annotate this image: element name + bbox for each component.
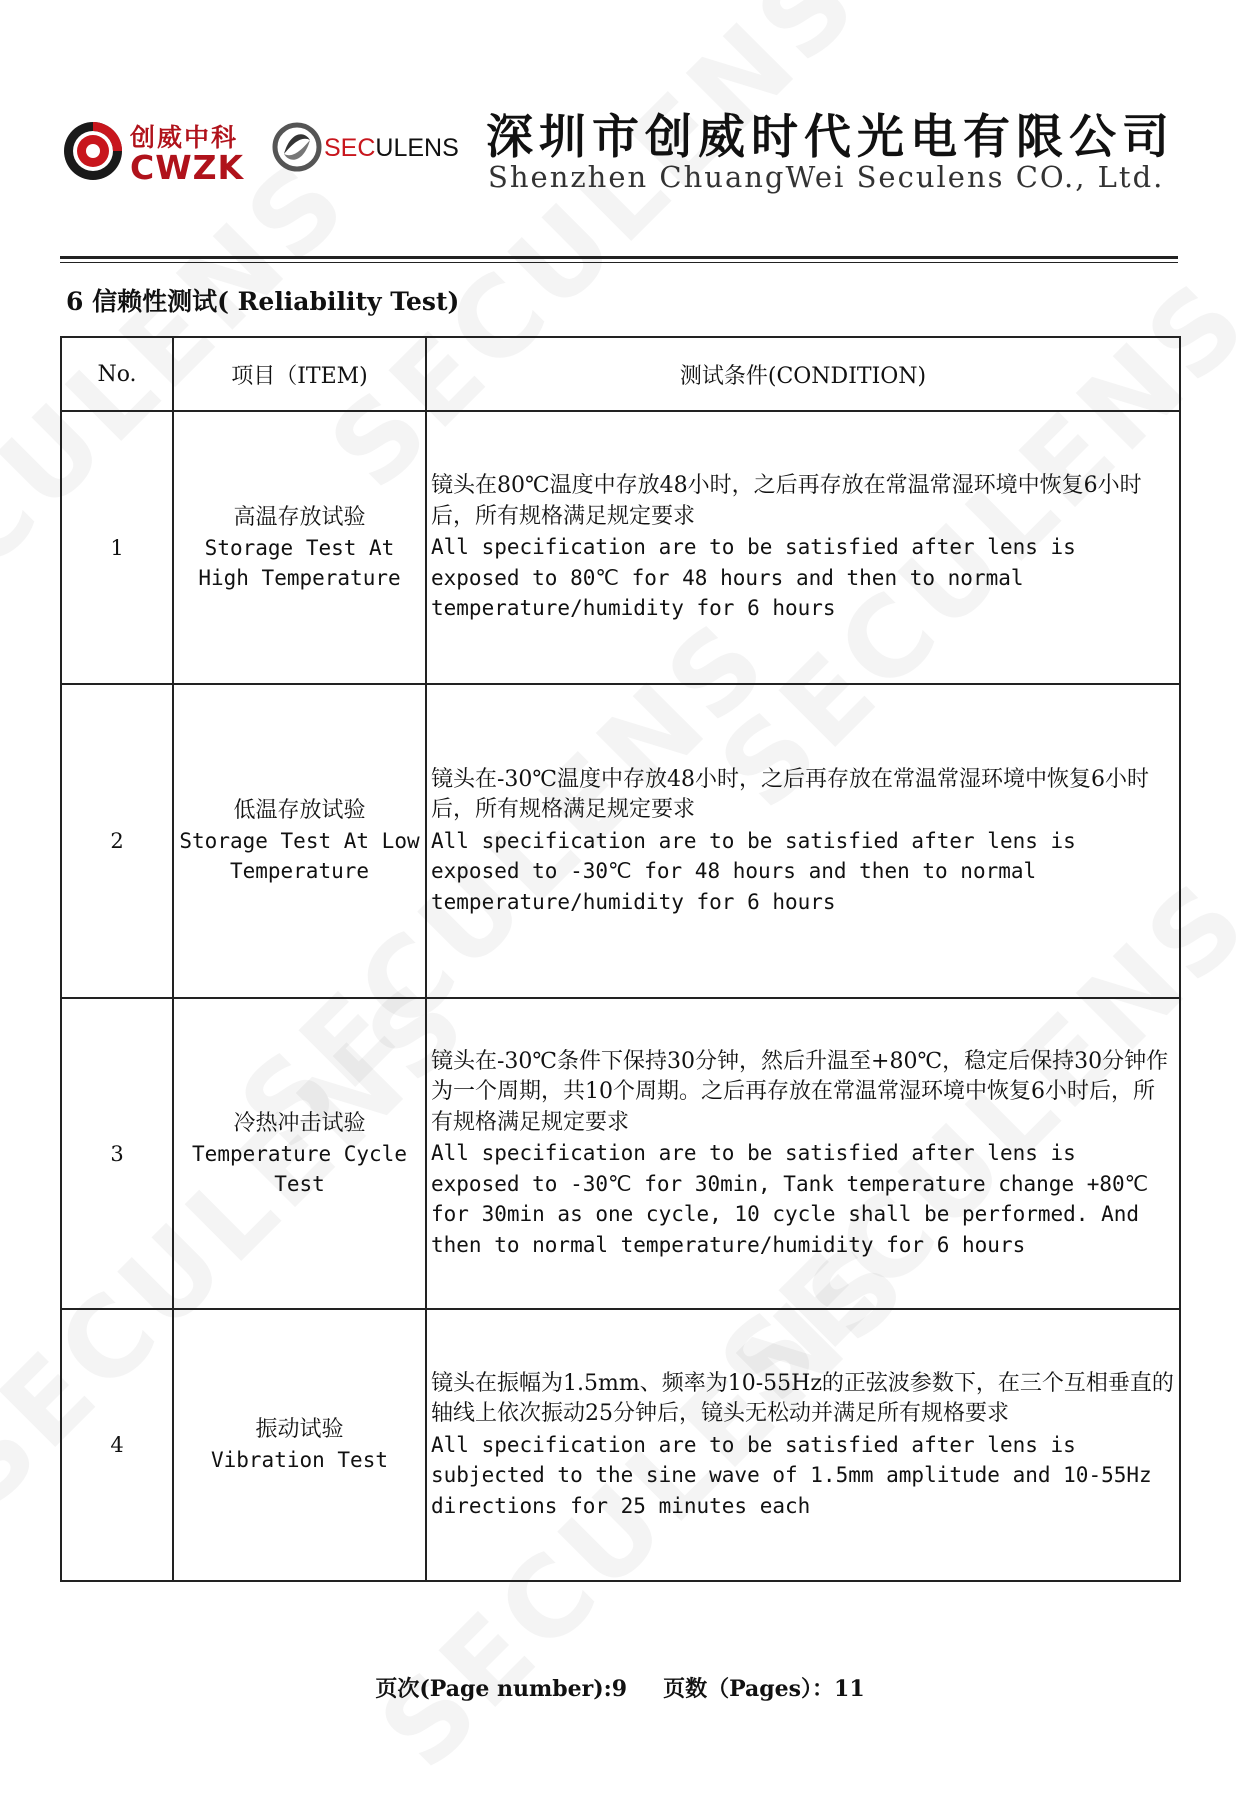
condition-chinese: 镜头在-30℃温度中存放48小时，之后再存放在常温常湿环境中恢复6小时后，所有规格满足规定要求 xyxy=(431,766,1150,823)
item-english: Storage Test At High Temperature xyxy=(198,535,401,590)
row-number: 1 xyxy=(61,411,173,684)
logo-chinese-name: 创威中科 xyxy=(130,123,239,152)
condition-english: All specification are to be satisfied after lens is exposed to -30℃ for 48 hours and then to normal temperature/humidity for 6 hours xyxy=(431,828,1076,914)
item-chinese: 高温存放试验 xyxy=(233,504,366,530)
header-condition: 测试条件(CONDITION) xyxy=(426,337,1180,411)
table-row xyxy=(61,411,1180,684)
company-name-chinese: 深圳市创威时代光电有限公司 xyxy=(486,110,1175,165)
row-condition xyxy=(426,1309,1180,1581)
item-chinese: 振动试验 xyxy=(255,1417,344,1442)
header-no: No. xyxy=(61,337,173,411)
item-chinese: 冷热冲击试验 xyxy=(233,1110,366,1136)
cwzk-emblem-icon xyxy=(62,120,124,182)
item-chinese: 低温存放试验 xyxy=(233,798,366,823)
row-condition xyxy=(426,411,1180,684)
row-item xyxy=(173,998,426,1309)
condition-english: All specification are to be satisfied after lens is subjected to the sine wave of 1.5mm amplitude and 10-55Hz directions for 25 minutes each xyxy=(431,1432,1152,1518)
condition-chinese: 镜头在振幅为1.5mm、频率为10-55Hz的正弦波参数下，在三个互相垂直的轴线上依次振动25分钟后，镜头无松动并满足所有规格要求 xyxy=(431,1370,1174,1427)
row-condition xyxy=(426,998,1180,1309)
header-item: 项目（ITEM) xyxy=(173,337,426,411)
row-number: 2 xyxy=(61,684,173,998)
condition-english: All specification are to be satisfied after lens is exposed to -30℃ for 30min, Tank temperature change +80℃ for 30min as one cycle, 10 cycle shall be performed. And then to normal temperature/humidity for 6 hours xyxy=(431,1141,1149,1257)
table-row xyxy=(61,1309,1180,1581)
letterhead xyxy=(62,100,1175,210)
company-name-english: Shenzhen ChuangWei Seculens CO., Ltd. xyxy=(488,160,1165,194)
page-footer xyxy=(0,1672,1240,1703)
reliability-test-table xyxy=(60,336,1181,1582)
table-row xyxy=(61,998,1180,1309)
row-condition xyxy=(426,684,1180,998)
item-english: Vibration Test xyxy=(210,1448,388,1472)
condition-chinese: 镜头在-30℃条件下保持30分钟，然后升温至+80℃，稳定后保持30分钟作为一个周期，共10个周期。之后再存放在常温常湿环境中恢复6小时后，所有规格满足规定要求 xyxy=(431,1048,1169,1135)
brand-black-part: ULENS xyxy=(375,134,459,162)
table-row xyxy=(61,684,1180,998)
condition-english: All specification are to be satisfied after lens is exposed to 80℃ for 48 hours and then to normal temperature/humidity for 6 hours xyxy=(431,535,1076,621)
page-number: 页次(Page number):9 xyxy=(375,1676,628,1702)
seculens-wordmark xyxy=(324,134,459,163)
seculens-swirl-icon xyxy=(272,122,322,172)
row-item xyxy=(173,684,426,998)
table-header-row xyxy=(61,337,1180,411)
page-count: 页数（Pages）：11 xyxy=(663,1676,865,1702)
header-divider xyxy=(60,256,1178,259)
item-english: Storage Test At Low Temperature xyxy=(179,829,420,883)
row-item xyxy=(173,411,426,684)
logo-english-name: CWZK xyxy=(130,148,245,187)
seculens-logo xyxy=(272,120,472,180)
section-title: 6 信赖性测试( Reliability Test) xyxy=(66,287,460,316)
header-divider-thin xyxy=(60,262,1178,263)
cwzk-logo xyxy=(62,116,258,186)
row-item xyxy=(173,1309,426,1581)
row-number: 4 xyxy=(61,1309,173,1581)
item-english: Temperature Cycle Test xyxy=(192,1141,407,1196)
condition-chinese: 镜头在80℃温度中存放48小时，之后再存放在常温常湿环境中恢复6小时后，所有规格满足规定要求 xyxy=(431,473,1142,529)
row-number: 3 xyxy=(61,998,173,1309)
brand-red-part: SEC xyxy=(324,134,376,162)
